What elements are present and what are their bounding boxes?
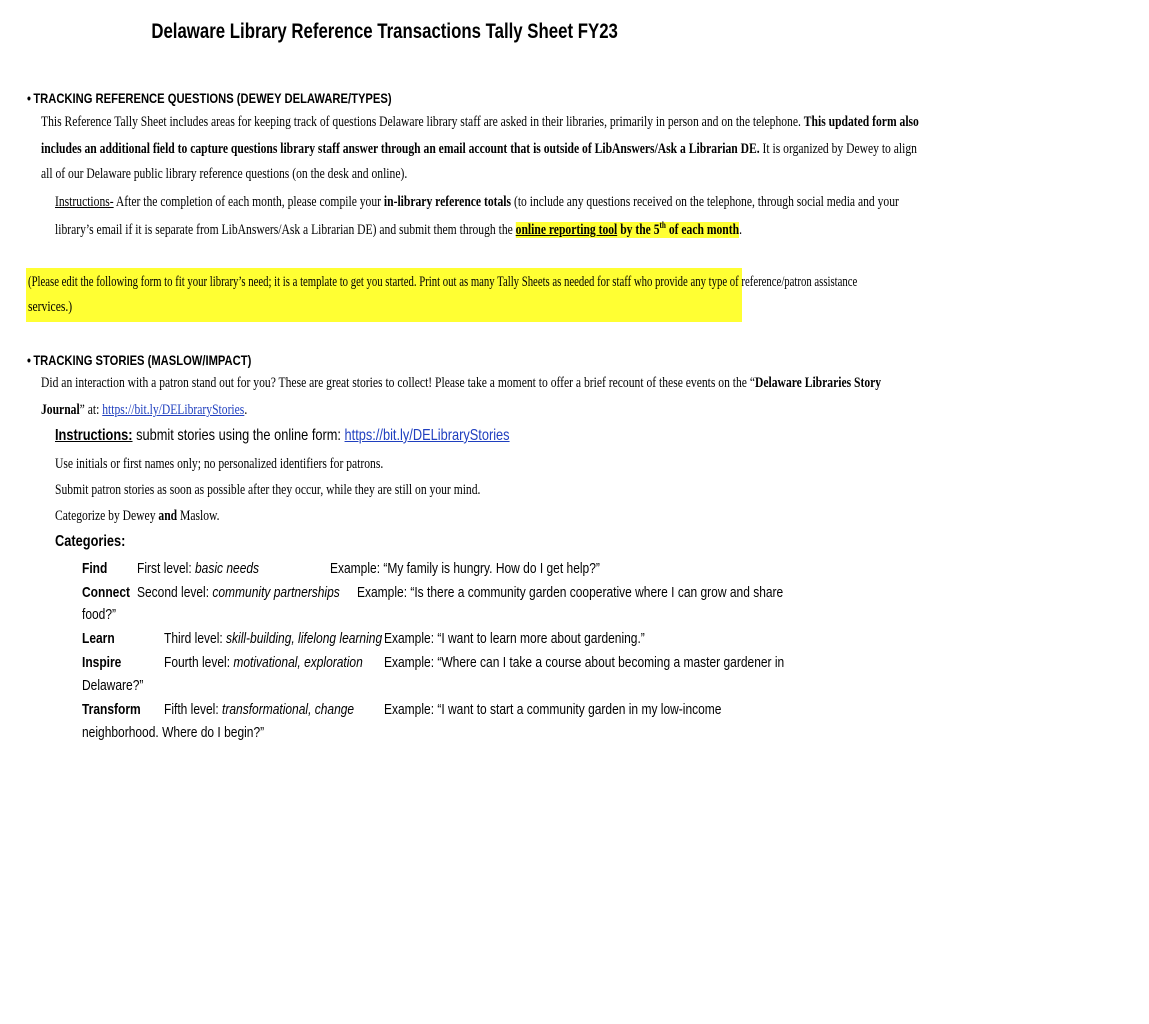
section-heading-text: TRACKING REFERENCE QUESTIONS (DEWEY DELAWARE/TYPES) xyxy=(33,90,392,106)
category-name-connect: Connect xyxy=(82,584,130,601)
category-level-connect: Second level: community partnerships xyxy=(137,584,340,601)
category-level-find: First level: basic needs xyxy=(137,560,260,577)
category-example-transform-cont: neighborhood. Where do I begin?” xyxy=(82,724,265,741)
category-example-transform: Example: “I want to start a community garden in my low-income xyxy=(384,701,722,718)
stories-tip-1: Use initials or first names only; no personalized identifiers for patrons. xyxy=(55,456,384,472)
stories-instructions: Instructions: submit stories using the online form: https://bit.ly/DELibraryStories xyxy=(55,427,510,444)
stories-paragraph-line-2: Journal” at: https://bit.ly/DELibraryStories. xyxy=(41,402,248,418)
page-title-text: Delaware Library Reference Transactions Tally Sheet FY23 xyxy=(151,20,619,43)
category-level-learn: Third level: skill-building, lifelong learning xyxy=(164,630,383,647)
stories-form-link[interactable]: https://bit.ly/DELibraryStories xyxy=(344,427,510,444)
reference-instructions-line-1: Instructions- After the completion of each month, please compile your in-library reference totals (to include any questions received on the telephone, through social media and your xyxy=(55,194,899,210)
instructions-label: Instructions- xyxy=(55,194,114,210)
bullet-icon: • xyxy=(27,352,31,368)
category-example-connect-cont: food?” xyxy=(82,606,117,623)
category-example-connect: Example: “Is there a community garden cooperative where I can grow and share xyxy=(357,584,784,601)
category-name-find: Find xyxy=(82,560,108,577)
category-example-inspire: Example: “Where can I take a course about becoming a master gardener in xyxy=(384,654,785,671)
category-example-inspire-cont: Delaware?” xyxy=(82,677,144,694)
story-journal-link[interactable]: https://bit.ly/DELibraryStories xyxy=(102,402,245,418)
template-note-line-2: services.) xyxy=(28,299,73,315)
category-level-inspire: Fourth level: motivational, exploration xyxy=(164,654,363,671)
category-example-learn: Example: “I want to learn more about gardening.” xyxy=(384,630,645,647)
section-heading-text: TRACKING STORIES (MASLOW/IMPACT) xyxy=(33,352,252,368)
stories-paragraph-line-1: Did an interaction with a patron stand out for you? These are great stories to collect! Please take a moment to offer a brief recount of these events on the “Delaware Libraries Story xyxy=(41,375,882,391)
reference-paragraph-line-1: This Reference Tally Sheet includes areas for keeping track of questions Delaware library staff are asked in their libraries, primarily in person and on the telephone. This updated form also xyxy=(41,114,919,130)
category-name-learn: Learn xyxy=(82,630,115,647)
stories-tip-3: Categorize by Dewey and Maslow. xyxy=(55,508,220,524)
category-level-transform: Fifth level: transformational, change xyxy=(164,701,355,718)
template-note-line-1: (Please edit the following form to fit your library’s need; it is a template to get you started. Print out as many Tally Sheets as needed for staff who provide any type of reference/patron assistance xyxy=(28,274,858,290)
bullet-icon: • xyxy=(27,90,31,106)
section-heading-reference xyxy=(27,90,483,106)
online-reporting-tool-link[interactable]: online reporting tool xyxy=(515,221,618,238)
reference-paragraph-line-3: all of our Delaware public library reference questions (on the desk and online). xyxy=(41,166,408,182)
category-name-inspire: Inspire xyxy=(82,654,122,671)
reference-instructions-line-2: library’s email if it is separate from LibAnswers/Ask a Librarian DE) and submit them through the online reporting tool by the 5th of each month. xyxy=(55,220,742,238)
section-heading-stories xyxy=(27,352,307,368)
stories-tip-2: Submit patron stories as soon as possible after they occur, while they are still on your mind. xyxy=(55,482,481,498)
categories-label: Categories: xyxy=(55,533,126,550)
reference-paragraph-line-2: includes an additional field to capture questions library staff answer through an email account that is outside of LibAnswers/Ask a Librarian DE. It is organized by Dewey to align xyxy=(41,141,917,157)
page-title xyxy=(0,20,770,44)
instructions-label: Instructions: xyxy=(55,427,133,444)
category-name-transform: Transform xyxy=(82,701,141,718)
category-example-find: Example: “My family is hungry. How do I get help?” xyxy=(330,560,600,577)
